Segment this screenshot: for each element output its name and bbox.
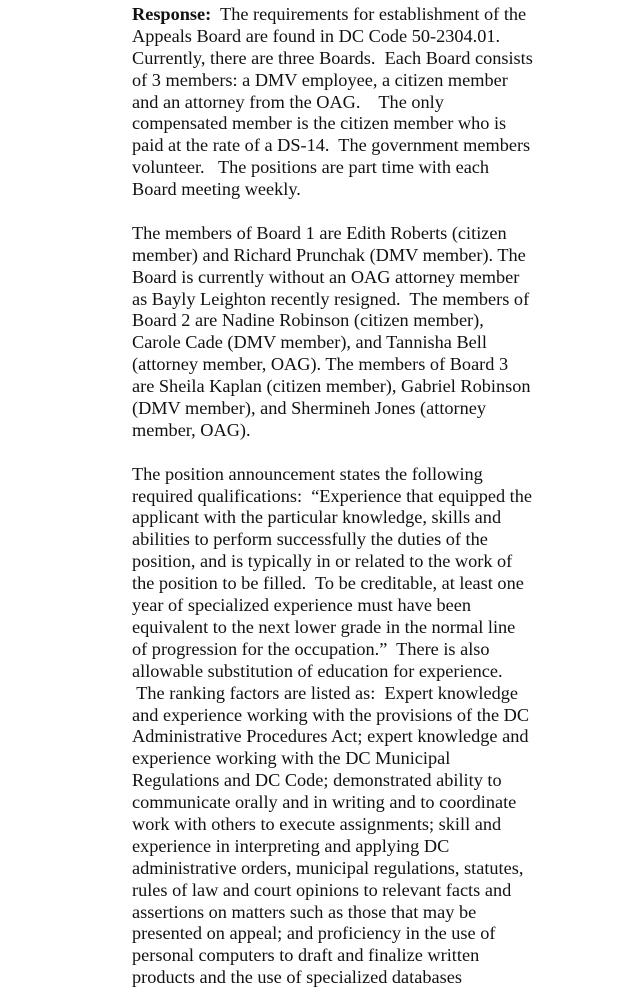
paragraph-board-members [132, 223, 632, 442]
text-line: compensated member is the citizen member who is [132, 113, 507, 134]
document-page [132, 4, 632, 989]
text-line: Board 2 are Nadine Robinson (citizen member), [132, 310, 484, 331]
text-line: presented on appeal; and proficiency in the use of [132, 923, 496, 944]
text-line: experience working with the DC Municipal [132, 748, 451, 769]
text-line: Appeals Board are found in DC Code 50-2304.01. [132, 25, 501, 46]
paragraph-board-requirements [132, 4, 632, 201]
text-line: and an attorney from the OAG. The only [132, 91, 444, 112]
text-line: equivalent to the next lower grade in the normal line [132, 616, 516, 637]
text-line: communicate orally and in writing and to coordinate [132, 792, 517, 813]
text-line: administrative orders, municipal regulations, statutes, [132, 857, 524, 878]
text-line: Board is currently without an OAG attorney member [132, 266, 520, 287]
text-line: Administrative Procedures Act; expert knowledge and [132, 726, 529, 747]
text-line: and experience working with the provisions of the DC [132, 704, 530, 725]
text-line: year of specialized experience must have been [132, 595, 472, 616]
text-line [132, 4, 632, 26]
text-line: volunteer. The positions are part time with each [132, 157, 490, 178]
text-line: required qualifications: “Experience that equipped the [132, 485, 532, 506]
text-line: Regulations and DC Code; demonstrated ability to [132, 770, 502, 791]
text-line: work with others to execute assignments; skill and [132, 813, 502, 834]
text-fragment: The requirements for establishment of the [211, 4, 527, 24]
text-line: of progression for the occupation.” There is also [132, 638, 490, 659]
text-line: member) and Richard Prunchak (DMV member). The [132, 244, 526, 265]
text-line: assertions on matters such as those that may be [132, 901, 477, 922]
text-line: Carole Cade (DMV member), and Tannisha Bell [132, 332, 487, 353]
paragraph-qualifications [132, 464, 632, 989]
text-line: the position to be filled. To be creditable, at least one [132, 573, 524, 594]
text-line: abilities to perform successfully the duties of the [132, 529, 488, 550]
text-line: The position announcement states the following [132, 463, 483, 484]
text-line: (DMV member), and Shermineh Jones (attorney [132, 398, 487, 419]
text-line: personal computers to draft and finalize written [132, 945, 480, 966]
text-line: as Bayly Leighton recently resigned. The members of [132, 288, 530, 309]
text-line: member, OAG). [132, 419, 251, 440]
text-line: of 3 members: a DMV employee, a citizen member [132, 69, 508, 90]
text-line: The members of Board 1 are Edith Roberts (citizen [132, 222, 507, 243]
text-line: Currently, there are three Boards. Each Board consists [132, 47, 533, 68]
text-line: are Sheila Kaplan (citizen member), Gabriel Robinson [132, 376, 531, 397]
text-line: experience in interpreting and applying DC [132, 835, 450, 856]
text-line: allowable substitution of education for experience. [132, 660, 503, 681]
text-line: paid at the rate of a DS-14. The government members [132, 135, 531, 156]
text-line: applicant with the particular knowledge, skills and [132, 507, 502, 528]
text-line: rules of law and court opinions to relevant facts and [132, 879, 512, 900]
text-line: position, and is typically in or related to the work of [132, 551, 513, 572]
text-line: products and the use of specialized databases [132, 967, 462, 988]
response-label: Response: [132, 4, 212, 24]
text-line: (attorney member, OAG). The members of Board 3 [132, 354, 509, 375]
text-line: Board meeting weekly. [132, 179, 301, 200]
text-line: The ranking factors are listed as: Expert knowledge [132, 682, 518, 703]
